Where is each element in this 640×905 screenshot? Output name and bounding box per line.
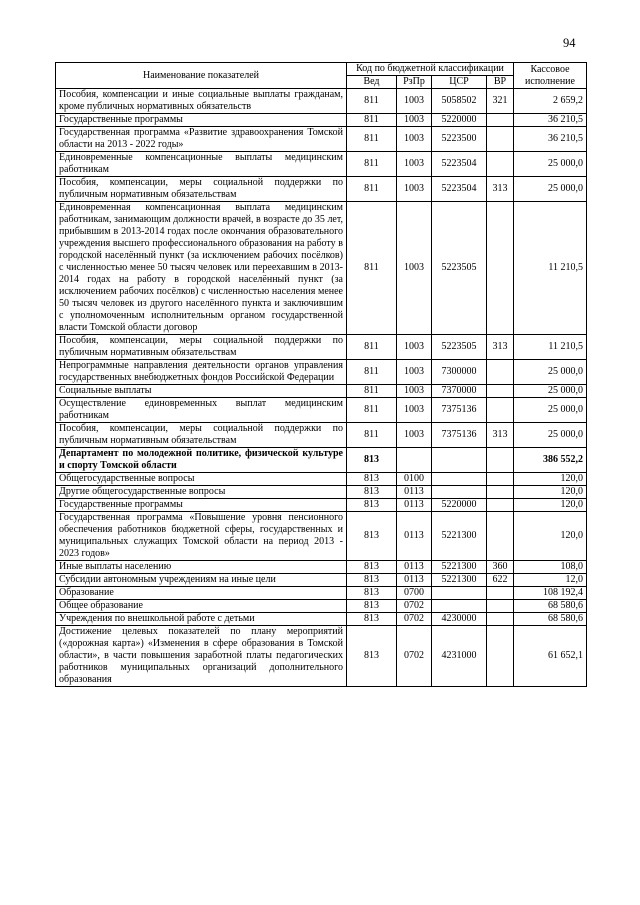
table-row bbox=[56, 202, 587, 335]
cell-amount: 68 580,6 bbox=[514, 600, 587, 613]
cell-rzpr: 0700 bbox=[397, 587, 432, 600]
cell-csr: 5223500 bbox=[432, 127, 487, 152]
cell-ved: 811 bbox=[347, 202, 397, 335]
cell-rzpr: 1003 bbox=[397, 360, 432, 385]
cell-csr bbox=[432, 486, 487, 499]
cell-vr bbox=[487, 152, 514, 177]
cell-rzpr: 0113 bbox=[397, 574, 432, 587]
cell-name: Социальные выплаты bbox=[56, 385, 347, 398]
cell-ved: 811 bbox=[347, 177, 397, 202]
cell-rzpr: 0702 bbox=[397, 626, 432, 687]
cell-rzpr: 0113 bbox=[397, 486, 432, 499]
cell-name: Государственная программа «Повышение уровня пенсионного обеспечения работников бюджетной сферы, государственных и муниципальных служащих Томской области на период 2013 - 2023 годов» bbox=[56, 512, 347, 561]
cell-name: Пособия, компенсации, меры социальной поддержки по публичным нормативным обязательствам bbox=[56, 177, 347, 202]
table-row bbox=[56, 89, 587, 114]
cell-rzpr: 0113 bbox=[397, 512, 432, 561]
cell-rzpr: 1003 bbox=[397, 127, 432, 152]
cell-name: Достижение целевых показателей по плану мероприятий («дорожная карта») «Изменения в сфере образования в Томской области», в части повышения заработной платы педагогических работников муниципальных организаций дополнительного образования bbox=[56, 626, 347, 687]
cell-name: Пособия, компенсации и иные социальные выплаты гражданам, кроме публичных нормативных обязательств bbox=[56, 89, 347, 114]
cell-rzpr: 0113 bbox=[397, 499, 432, 512]
cell-name: Пособия, компенсации, меры социальной поддержки по публичным нормативным обязательствам bbox=[56, 423, 347, 448]
cell-ved: 813 bbox=[347, 561, 397, 574]
cell-name: Общее образование bbox=[56, 600, 347, 613]
cell-name: Учреждения по внешкольной работе с детьми bbox=[56, 613, 347, 626]
header-vr: ВР bbox=[487, 76, 514, 89]
cell-ved: 813 bbox=[347, 600, 397, 613]
cell-amount: 108 192,4 bbox=[514, 587, 587, 600]
cell-ved: 813 bbox=[347, 587, 397, 600]
cell-csr: 4230000 bbox=[432, 613, 487, 626]
cell-vr: 313 bbox=[487, 423, 514, 448]
cell-vr bbox=[487, 202, 514, 335]
cell-vr bbox=[487, 127, 514, 152]
cell-vr: 313 bbox=[487, 177, 514, 202]
cell-csr bbox=[432, 600, 487, 613]
cell-csr bbox=[432, 473, 487, 486]
cell-vr bbox=[487, 473, 514, 486]
cell-ved: 813 bbox=[347, 574, 397, 587]
cell-rzpr: 1003 bbox=[397, 202, 432, 335]
table-row bbox=[56, 448, 587, 473]
cell-vr bbox=[487, 114, 514, 127]
cell-name: Непрограммные направления деятельности органов управления государственных внебюджетных фондов Российской Федерации bbox=[56, 360, 347, 385]
cell-amount: 120,0 bbox=[514, 473, 587, 486]
cell-amount: 25 000,0 bbox=[514, 423, 587, 448]
cell-rzpr: 0100 bbox=[397, 473, 432, 486]
cell-amount: 36 210,5 bbox=[514, 114, 587, 127]
cell-csr: 7375136 bbox=[432, 398, 487, 423]
cell-csr: 4231000 bbox=[432, 626, 487, 687]
table-row bbox=[56, 613, 587, 626]
cell-name: Государственная программа «Развитие здравоохранения Томской области на 2013 - 2022 годы» bbox=[56, 127, 347, 152]
cell-ved: 811 bbox=[347, 398, 397, 423]
cell-amount: 25 000,0 bbox=[514, 398, 587, 423]
cell-csr: 5221300 bbox=[432, 561, 487, 574]
cell-vr bbox=[487, 385, 514, 398]
table-row bbox=[56, 360, 587, 385]
cell-vr bbox=[487, 512, 514, 561]
cell-name: Единовременная компенсационная выплата медицинским работникам, занимающим должности врачей, в возрасте до 35 лет, прибывшим в 2013-2014 годах после окончания образовательного учреждения высшего профессионального образования на работу в городской населённый пункт (за исключением рабочих посёлков) с численностью менее 50 тысяч человек или переехавшим в 2013-2014 годах на работу в городской населённый пункт (за исключением рабочих посёлков) с численностью населения менее 50 тысяч человек из другого населённого пункта и заключившим с уполномоченным исполнительным органом государственной власти Томской области договор bbox=[56, 202, 347, 335]
cell-name: Департамент по молодежной политике, физической культуре и спорту Томской области bbox=[56, 448, 347, 473]
cell-vr: 360 bbox=[487, 561, 514, 574]
cell-name: Пособия, компенсации, меры социальной поддержки по публичным нормативным обязательствам bbox=[56, 335, 347, 360]
cell-amount: 25 000,0 bbox=[514, 152, 587, 177]
cell-ved: 811 bbox=[347, 423, 397, 448]
cell-csr: 7375136 bbox=[432, 423, 487, 448]
cell-amount: 120,0 bbox=[514, 512, 587, 561]
cell-vr bbox=[487, 613, 514, 626]
header-code-group: Код по бюджетной классификации bbox=[347, 63, 514, 76]
table-row bbox=[56, 177, 587, 202]
cell-amount: 25 000,0 bbox=[514, 360, 587, 385]
cell-amount: 68 580,6 bbox=[514, 613, 587, 626]
cell-ved: 813 bbox=[347, 448, 397, 473]
cell-rzpr: 0702 bbox=[397, 600, 432, 613]
cell-vr bbox=[487, 486, 514, 499]
cell-name: Осуществление единовременных выплат медицинским работникам bbox=[56, 398, 347, 423]
table-row bbox=[56, 561, 587, 574]
cell-csr: 5058502 bbox=[432, 89, 487, 114]
cell-ved: 813 bbox=[347, 613, 397, 626]
table-row bbox=[56, 114, 587, 127]
cell-rzpr bbox=[397, 448, 432, 473]
cell-csr: 5223505 bbox=[432, 335, 487, 360]
cell-ved: 811 bbox=[347, 114, 397, 127]
cell-vr bbox=[487, 398, 514, 423]
cell-vr: 622 bbox=[487, 574, 514, 587]
cell-ved: 813 bbox=[347, 486, 397, 499]
cell-name: Единовременные компенсационные выплаты медицинским работникам bbox=[56, 152, 347, 177]
page-number: 94 bbox=[563, 36, 576, 50]
table-row bbox=[56, 473, 587, 486]
table-row bbox=[56, 499, 587, 512]
cell-vr bbox=[487, 448, 514, 473]
cell-csr: 7300000 bbox=[432, 360, 487, 385]
cell-ved: 811 bbox=[347, 360, 397, 385]
cell-ved: 811 bbox=[347, 127, 397, 152]
table-row bbox=[56, 512, 587, 561]
cell-ved: 813 bbox=[347, 473, 397, 486]
cell-csr bbox=[432, 587, 487, 600]
cell-rzpr: 0113 bbox=[397, 561, 432, 574]
table-row bbox=[56, 335, 587, 360]
cell-amount: 386 552,2 bbox=[514, 448, 587, 473]
cell-name: Государственные программы bbox=[56, 499, 347, 512]
cell-rzpr: 1003 bbox=[397, 177, 432, 202]
cell-ved: 811 bbox=[347, 89, 397, 114]
cell-amount: 12,0 bbox=[514, 574, 587, 587]
header-ved: Вед bbox=[347, 76, 397, 89]
cell-csr: 5221300 bbox=[432, 574, 487, 587]
cell-ved: 811 bbox=[347, 335, 397, 360]
cell-amount: 36 210,5 bbox=[514, 127, 587, 152]
table-row bbox=[56, 600, 587, 613]
cell-amount: 11 210,5 bbox=[514, 335, 587, 360]
cell-rzpr: 1003 bbox=[397, 114, 432, 127]
table-row bbox=[56, 486, 587, 499]
table-row bbox=[56, 626, 587, 687]
cell-csr: 5221300 bbox=[432, 512, 487, 561]
cell-csr: 7370000 bbox=[432, 385, 487, 398]
cell-name: Государственные программы bbox=[56, 114, 347, 127]
cell-ved: 811 bbox=[347, 152, 397, 177]
table-row bbox=[56, 385, 587, 398]
cell-vr bbox=[487, 626, 514, 687]
cell-ved: 813 bbox=[347, 512, 397, 561]
cell-rzpr: 1003 bbox=[397, 423, 432, 448]
table-body bbox=[56, 89, 587, 687]
table-row bbox=[56, 574, 587, 587]
budget-table bbox=[55, 62, 587, 687]
cell-rzpr: 1003 bbox=[397, 398, 432, 423]
cell-rzpr: 1003 bbox=[397, 335, 432, 360]
cell-csr bbox=[432, 448, 487, 473]
table-row bbox=[56, 587, 587, 600]
cell-ved: 813 bbox=[347, 626, 397, 687]
cell-vr bbox=[487, 499, 514, 512]
cell-name: Образование bbox=[56, 587, 347, 600]
cell-rzpr: 0702 bbox=[397, 613, 432, 626]
cell-amount: 25 000,0 bbox=[514, 385, 587, 398]
table-row bbox=[56, 398, 587, 423]
cell-amount: 11 210,5 bbox=[514, 202, 587, 335]
header-rzpr: РзПр bbox=[397, 76, 432, 89]
header-csr: ЦСР bbox=[432, 76, 487, 89]
cell-vr: 321 bbox=[487, 89, 514, 114]
cell-csr: 5223504 bbox=[432, 152, 487, 177]
cell-vr: 313 bbox=[487, 335, 514, 360]
cell-csr: 5223504 bbox=[432, 177, 487, 202]
cell-ved: 813 bbox=[347, 499, 397, 512]
cell-amount: 108,0 bbox=[514, 561, 587, 574]
table-row bbox=[56, 152, 587, 177]
header-name: Наименование показателей bbox=[56, 63, 347, 89]
cell-ved: 811 bbox=[347, 385, 397, 398]
cell-rzpr: 1003 bbox=[397, 385, 432, 398]
table-row bbox=[56, 423, 587, 448]
cell-name: Другие общегосударственные вопросы bbox=[56, 486, 347, 499]
cell-rzpr: 1003 bbox=[397, 152, 432, 177]
cell-csr: 5223505 bbox=[432, 202, 487, 335]
cell-name: Субсидии автономным учреждениям на иные цели bbox=[56, 574, 347, 587]
cell-amount: 120,0 bbox=[514, 499, 587, 512]
cell-vr bbox=[487, 587, 514, 600]
cell-csr: 5220000 bbox=[432, 114, 487, 127]
table-row bbox=[56, 127, 587, 152]
cell-amount: 61 652,1 bbox=[514, 626, 587, 687]
cell-amount: 25 000,0 bbox=[514, 177, 587, 202]
cell-name: Общегосударственные вопросы bbox=[56, 473, 347, 486]
cell-amount: 2 659,2 bbox=[514, 89, 587, 114]
cell-vr bbox=[487, 600, 514, 613]
cell-csr: 5220000 bbox=[432, 499, 487, 512]
cell-vr bbox=[487, 360, 514, 385]
cell-amount: 120,0 bbox=[514, 486, 587, 499]
cell-rzpr: 1003 bbox=[397, 89, 432, 114]
header-amount: Кассовое исполнение bbox=[514, 63, 587, 89]
cell-name: Иные выплаты населению bbox=[56, 561, 347, 574]
